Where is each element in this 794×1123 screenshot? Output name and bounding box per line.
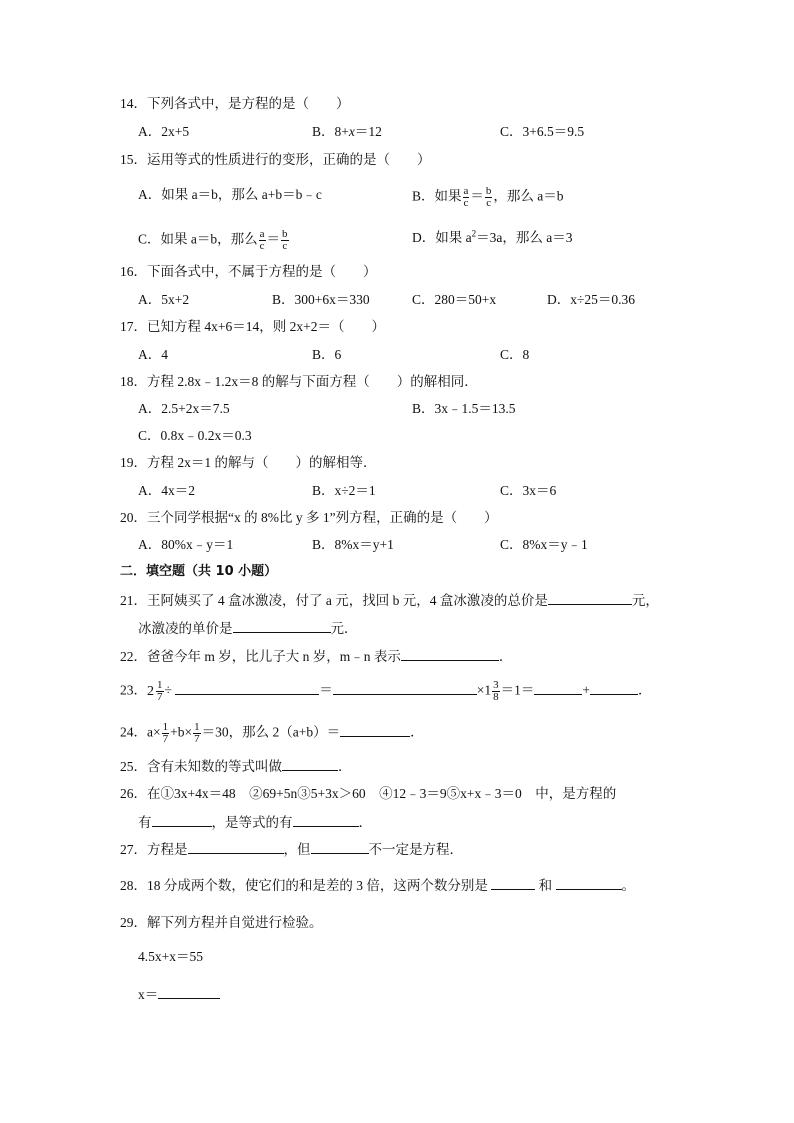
q14-option-c: C．3+6.5＝9.5: [500, 124, 585, 139]
answer-blank[interactable]: [158, 985, 220, 999]
q25-line: 25．含有未知数的等式叫做 ．: [120, 759, 352, 774]
q18-stem: 18．方程 2.8x﹣1.2x＝8 的解与下面方程（ ）的解相同．: [120, 374, 478, 389]
q24-line: 24．a× $\frac{1}{7}$ +b× $\frac{1}{7}$ ＝30，那么 2（a+b）＝ ．: [120, 721, 424, 745]
q16-stem: 16．下面各式中，不属于方程的是（ ）: [120, 264, 377, 279]
q29-stem: 29．解下列方程并自觉进行检验。: [120, 915, 323, 930]
q20-stem: 20．三个同学根据“x 的 8%比 y 多 1”列方程，正确的是（ ）: [120, 510, 498, 525]
q26-line2: 有 ，是等式的有 ．: [138, 815, 372, 830]
mixed-number: 2 $\frac{1}{7}$: [147, 679, 163, 703]
q15-option-d: D．如果 $a^2=3a$，那么 a＝3: [412, 228, 573, 245]
fraction: $\frac{b}{c}$: [282, 228, 288, 252]
q15-option-c: C．如果 a＝b，那么 $\frac{a}{c}$ ＝ $\frac{b}{c}$: [138, 228, 288, 252]
q15-option-a: A．如果 a＝b，那么 a+b＝b﹣c: [138, 187, 322, 202]
q19-option-c: C．3x＝6: [500, 483, 557, 498]
answer-blank[interactable]: [340, 723, 410, 737]
q19-option-b: B．x÷2＝1: [312, 483, 376, 498]
fraction: $\frac{1}{7}$: [162, 721, 169, 745]
q17-stem: 17．已知方程 4x+6＝14，则 2x+2＝（ ）: [120, 319, 385, 334]
q26-line1: 26．在①3x+4x＝48 ②69+5n③5+3x＞60 ④12﹣3＝9⑤x+x﹣3＝0 中，是方程的: [120, 786, 617, 801]
fraction: $\frac{a}{c}$: [463, 185, 469, 209]
q20-option-b: B．8%x＝y+1: [312, 537, 394, 552]
fraction: $\frac{1}{7}$: [194, 721, 200, 745]
q23-line: 23． 2 $\frac{1}{7}$ ÷ ＝ ×1 $\frac{3}{8}$ ＝1＝ + ．: [120, 679, 652, 703]
answer-blank[interactable]: [333, 681, 477, 695]
q27-line: 27．方程是 ，但 不一定是方程．: [120, 842, 463, 857]
q18-option-b: B．3x﹣1.5＝13.5: [412, 401, 516, 416]
q17-option-b: B．6: [312, 347, 342, 362]
answer-blank[interactable]: [311, 840, 369, 854]
q29-answer: x＝: [138, 985, 220, 1004]
section-heading-fill-in: 二．填空题（共 10 小题）: [120, 564, 278, 579]
answer-blank[interactable]: [188, 840, 284, 854]
q17-option-a: A．4: [138, 347, 168, 362]
fraction: $\frac{a}{c}$: [259, 228, 265, 252]
q28-line: 28．18 分成两个数，使它们的和是差的 3 倍，这两个数分别是 和 。: [120, 878, 635, 893]
q15-stem: 15．运用等式的性质进行的变形，正确的是（ ）: [120, 152, 431, 167]
answer-blank[interactable]: [282, 757, 338, 771]
q20-option-a: A．80%x﹣y＝1: [138, 537, 234, 552]
answer-blank[interactable]: [233, 619, 331, 633]
answer-blank[interactable]: [534, 681, 582, 695]
q16-option-c: C．280＝50+x: [412, 292, 497, 307]
q16-option-b: B．300+6x＝330: [272, 292, 370, 307]
q16-option-a: A．5x+2: [138, 292, 190, 307]
fraction: $\frac{b}{c}$: [485, 185, 492, 209]
answer-blank[interactable]: [556, 876, 622, 890]
answer-blank[interactable]: [548, 591, 632, 605]
q16-option-d: D．x÷25＝0.36: [547, 292, 636, 307]
q19-stem: 19．方程 2x＝1 的解与（ ）的解相等．: [120, 455, 377, 470]
q18-option-c: C．0.8x﹣0.2x＝0.3: [138, 428, 252, 443]
answer-blank[interactable]: [401, 647, 499, 661]
q19-option-a: A．4x＝2: [138, 483, 195, 498]
q18-option-a: A．2.5+2x＝7.5: [138, 401, 230, 416]
answer-blank[interactable]: [491, 876, 535, 890]
q15-option-b: B．如果 $\frac{a}{c}$ ＝ $\frac{b}{c}$ ，那么 a＝b: [412, 185, 564, 209]
q14-option-a: A．2x+5: [138, 124, 190, 139]
q14-stem: 14．下列各式中，是方程的是（ ）: [120, 96, 350, 111]
answer-blank[interactable]: [590, 681, 638, 695]
answer-blank[interactable]: [152, 813, 212, 827]
q17-option-c: C．8: [500, 347, 530, 362]
q29-equation: 4.5x+x＝55: [138, 949, 203, 964]
fraction: $\frac{3}{8}$: [493, 679, 499, 703]
q20-option-c: C．8%x＝y﹣1: [500, 537, 588, 552]
q22-line: 22．爸爸今年 m 岁，比儿子大 n 岁，m﹣n 表示 ．: [120, 649, 513, 664]
answer-blank[interactable]: [293, 813, 359, 827]
q21-line2: 冰激凌的单价是 元．: [138, 621, 358, 636]
q14-option-b: B．8+x＝12: [312, 124, 382, 139]
answer-blank[interactable]: [175, 681, 319, 695]
q21-line1: 21．王阿姨买了 4 盒冰激凌，付了 a 元，找回 b 元，4 盒冰激凌的总价是 元，: [120, 593, 659, 608]
